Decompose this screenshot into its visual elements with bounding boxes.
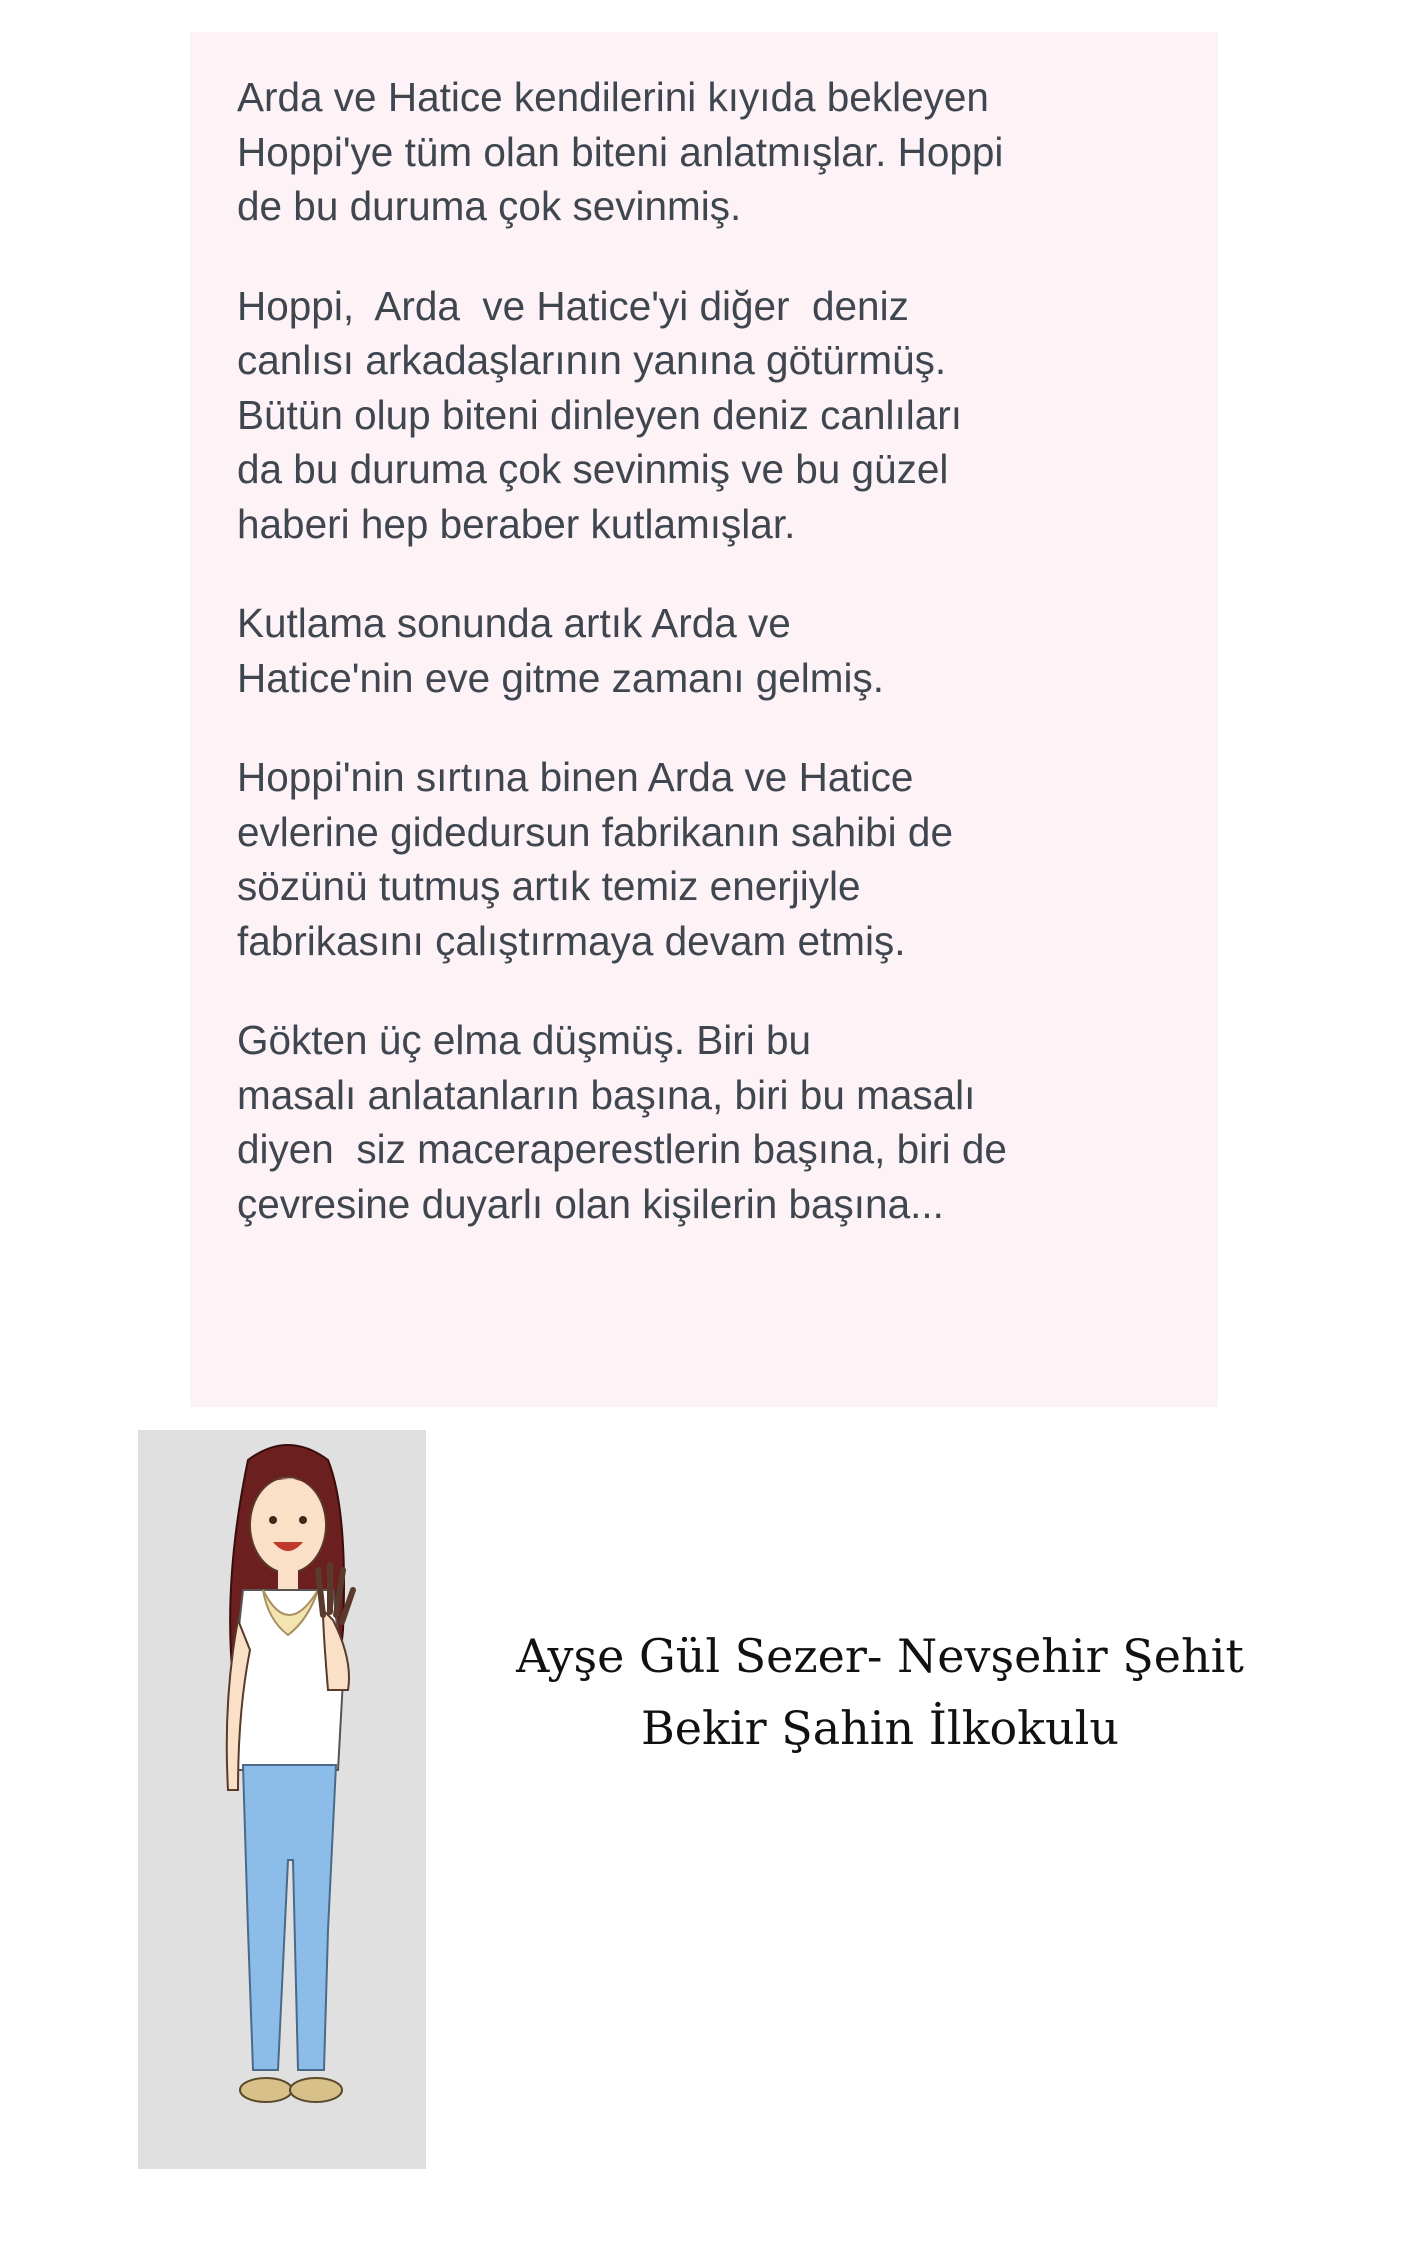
story-line: Arda ve Hatice kendilerini kıyıda bekleyen [237, 74, 989, 120]
story-line: Bütün olup biteni dinleyen deniz canlıları [237, 391, 962, 438]
story-text-panel [190, 32, 1218, 1407]
waving-woman-icon [138, 1430, 426, 2169]
author-line: Ayşe Gül Sezer- Nevşehir Şehit [516, 1629, 1244, 1683]
story-line: fabrikasını çalıştırmaya devam etmiş. [237, 917, 906, 964]
story-paragraph [237, 279, 1197, 552]
story-line: Hoppi'ye tüm olan biteni anlatmışlar. Hoppi [237, 128, 1004, 175]
story-paragraph [237, 70, 1197, 234]
story-line: çevresine duyarlı olan kişilerin başına... [237, 1180, 944, 1227]
story-paragraph [237, 750, 1197, 968]
story-paragraph [237, 1013, 1197, 1231]
story-paragraph [237, 596, 1197, 705]
story-line: canlısı arkadaşlarının yanına götürmüş. [237, 337, 947, 383]
story-paragraphs [237, 70, 1197, 1276]
story-line: evlerine gidedursun fabrikanın sahibi de [237, 808, 953, 855]
story-line: sözünü tutmuş artık temiz enerjiyle [237, 863, 861, 909]
story-line: diyen siz maceraperestlerin başına, biri de [237, 1126, 1007, 1172]
story-line: Gökten üç elma düşmüş. Biri bu [237, 1017, 812, 1063]
story-line: haberi hep beraber kutlamışlar. [237, 500, 796, 547]
teacher-avatar-illustration [138, 1430, 426, 2169]
story-line: da bu duruma çok sevinmiş ve bu güzel [237, 446, 949, 492]
story-line: masalı anlatanların başına, biri bu masalı [237, 1071, 976, 1118]
story-line: Hatice'nin eve gitme zamanı gelmiş. [237, 654, 885, 701]
story-line: de bu duruma çok sevinmiş. [237, 183, 742, 229]
story-line: Hoppi, Arda ve Hatice'yi diğer deniz [237, 282, 909, 329]
author-line: Bekir Şahin İlkokulu [640, 1701, 1120, 1755]
author-credit [440, 1620, 1320, 1764]
story-line: Hoppi'nin sırtına binen Arda ve Hatice [237, 754, 914, 800]
story-line: Kutlama sonunda artık Arda ve [237, 600, 791, 646]
